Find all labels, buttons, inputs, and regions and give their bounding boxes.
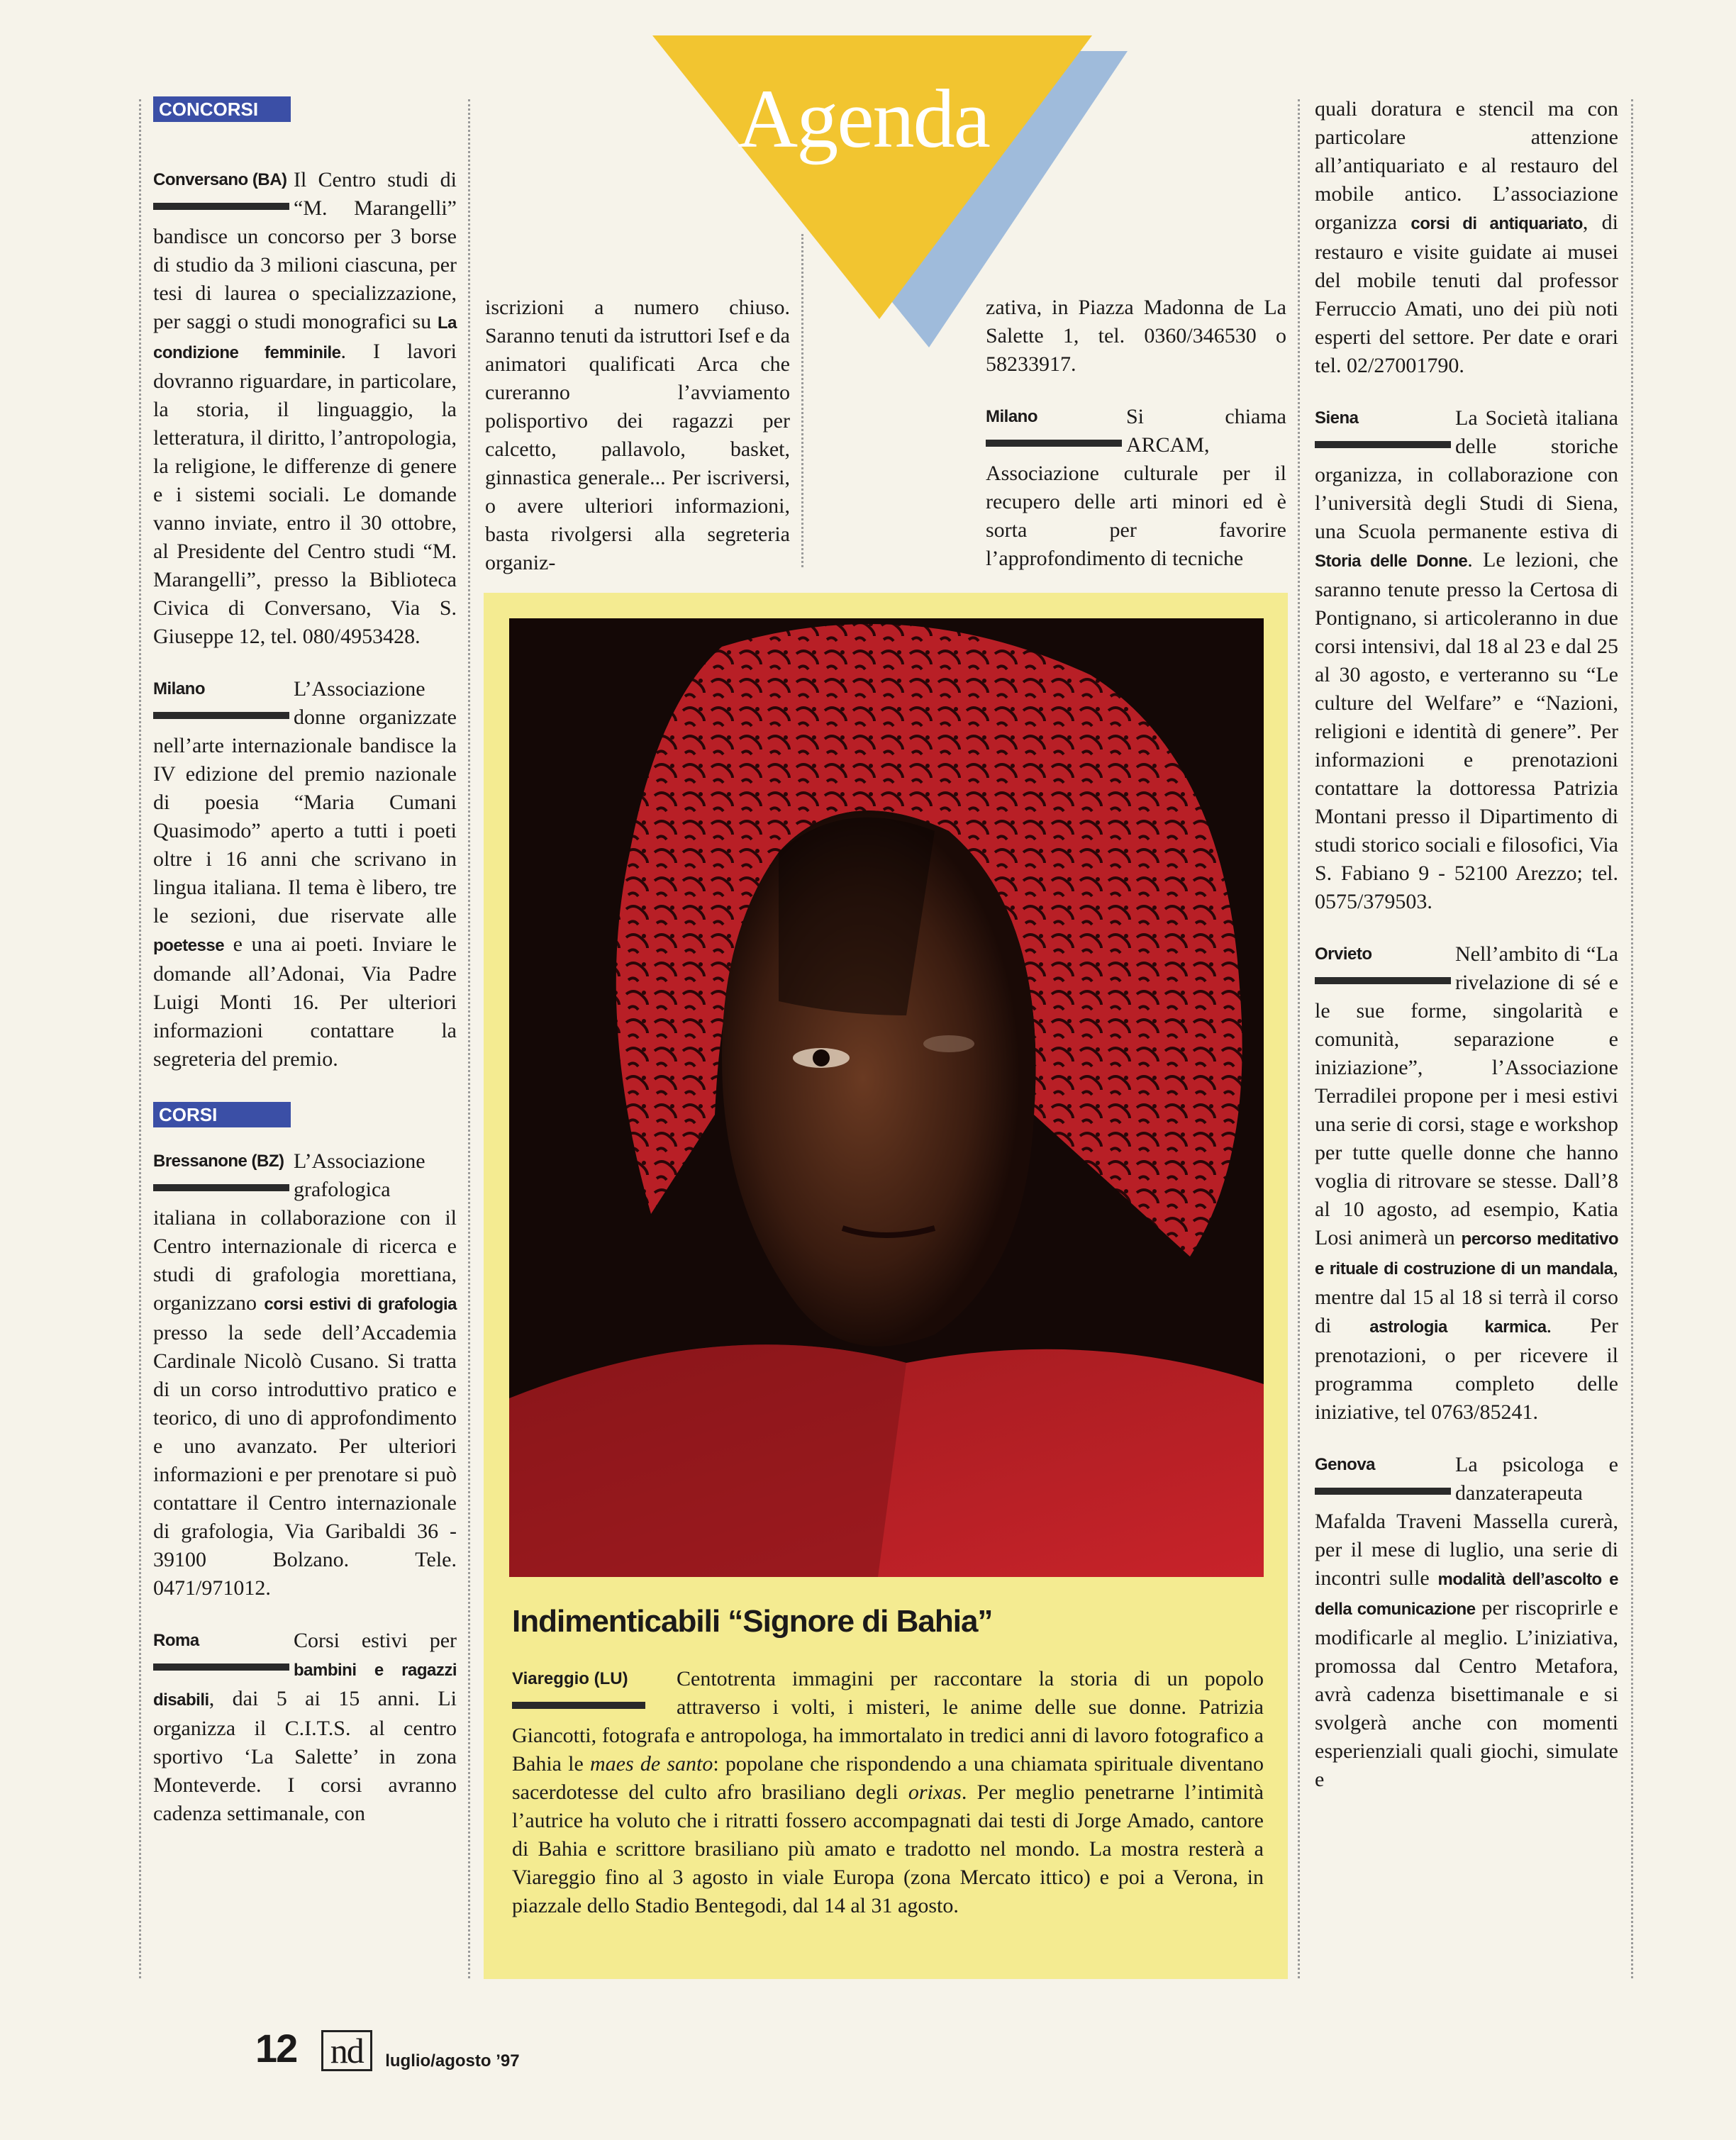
entry-orvieto: Orvieto Nell’ambito di “La rivelazione di sé e le sue forme, singolarità e comunità, separazione e iniziazione”, l’Associazione Terradilei propone per i mesi estivi una serie di corsi, stage e workshop per tutte quelle donne che hanno voglia di ritrovare se stesse. Dall’8 al 10 agosto, ad esempio, Katia Losi animerà un percorso meditativo e rituale di costruzione di un mandala, mentre dal 15 al 18 si terrà il corso di astrologia karmica. Per prenotazioni, o per ricevere il programma completo delle iniziative, tel 0763/85241. xyxy=(1315,940,1618,1427)
section-label-concorsi: CONCORSI xyxy=(153,96,291,122)
feature-title: Indimenticabili “Signore di Bahia” xyxy=(512,1604,993,1639)
page-number: 12 xyxy=(255,2026,297,2071)
column-divider xyxy=(1631,99,1633,1978)
city-label: Genova xyxy=(1315,1451,1455,1506)
column-divider xyxy=(801,234,803,567)
body-text: zativa, in Piazza Madonna de La Salette 1, tel. 0360/346530 o 58233917. xyxy=(986,296,1286,376)
city-label: Roma xyxy=(153,1627,294,1682)
magazine-logo: nd xyxy=(321,2030,372,2071)
entry-genova: Genova La psicologa e danzaterapeuta Mafalda Traveni Massella curerà, per il mese di luglio, una serie di incontri sulle modalità dell’ascolto e della comunicazione per riscoprirle e modificarle al meglio. L’iniziativa, promossa dal Centro Metafora, avrà cadenza bisettimanale e si svolgerà anche con momenti esperienziali quali giochi, simulate e xyxy=(1315,1451,1618,1794)
city-label: Orvieto xyxy=(1315,940,1455,996)
city-label: Viareggio (LU) xyxy=(512,1665,677,1720)
column-1 xyxy=(153,95,457,1828)
column-divider xyxy=(139,99,141,1978)
city-label: Bressanone (BZ) xyxy=(153,1147,294,1203)
feature-body: Viareggio (LU) Centotrenta immagini per raccontare la storia di un popolo attraverso i volti, i misteri, le anime delle sue donne. Patrizia Giancotti, fotografa e antropologa, ha immortalato in tredici anni di lavoro fotografico a Bahia le maes de santo: popolane che rispondendo a una chiamata spirituale diventano sacerdotesse del culto afro brasiliano degli orixas. Per meglio penetrarne l’intimità l’autrice ha voluto che i ritratti fossero accompagnati dai testi di Jorge Amado, cantore di Bahia e scrittore brasiliano più amato e tradotto nel mondo. La mostra resterà a Viareggio fino al 3 agosto in viale Europa (zona Mercato ittico) e poi a Verona, in piazzale dello Stadio Bentegodi, dal 14 al 31 agosto. xyxy=(512,1665,1264,1920)
page-footer xyxy=(255,2025,520,2071)
column-3 xyxy=(986,294,1286,573)
column-divider xyxy=(468,99,470,1978)
entry-roma: Roma Corsi estivi per bambini e ragazzi disabili, dai 5 ai 15 anni. Li organizza il C.I.T.S. al centro sportivo ‘La Salette’ in zona Monteverde. I corsi avranno cadenza settimanale, con xyxy=(153,1627,457,1828)
issue-date: luglio/agosto ’97 xyxy=(385,2051,520,2071)
section-label-corsi: CORSI xyxy=(153,1102,291,1127)
city-label: Milano xyxy=(153,675,294,730)
column-2 xyxy=(485,294,790,577)
entry-milano: Milano L’Associazione donne organizzate nell’arte internazionale bandisce la IV edizione del premio nazionale di poesia “Maria Cumani Quasimodo” aperto a tutti i poeti oltre i 16 anni che scrivano in lingua italiana. Il tema è libero, tre le sezioni, due riservate alle poetesse e una ai poeti. Inviare le domande all’Adonai, Via Padre Luigi Monti 16. Per ulteriori informazioni contattare la segreteria del premio. xyxy=(153,675,457,1074)
column-divider xyxy=(1298,99,1300,1978)
entry-milano-arcam: Milano Si chiama ARCAM, Associazione culturale per il recupero delle arti minori ed è sorta per favorire l’approfondimento di tecniche xyxy=(986,403,1286,573)
portrait-photo xyxy=(509,618,1264,1577)
body-text: iscrizioni a numero chiuso. Saranno tenuti da istruttori Isef e da animatori qualificati Arca che cureranno l’avviamento polisportivo dei ragazzi per calcetto, pallavolo, basket, ginnastica generale... Per iscriversi, o avere ulteriori informazioni, basta rivolgersi alla segreteria organiz- xyxy=(485,296,790,574)
city-label: Milano xyxy=(986,403,1126,458)
entry-conversano: Conversano (BA) Il Centro studi di “M. Marangelli” bandisce un concorso per 3 borse di studio da 3 milioni ciascuna, per tesi di laurea o specializzazione, per saggi o studi monografici su La condizione femminile. I lavori dovranno riguardare, in particolare, la storia, il linguaggio, la letteratura, il diritto, l’antropologia, la religione, le differenze di genere e i sistemi sociali. Le domande vanno inviate, entro il 30 ottobre, al Presidente del Centro studi “M. Marangelli”, presso la Biblioteca Civica di Conversano, Via S. Giuseppe 12, tel. 080/4953428. xyxy=(153,166,457,651)
city-label: Conversano (BA) xyxy=(153,166,294,221)
city-label: Siena xyxy=(1315,404,1455,459)
entry-bressanone: Bressanone (BZ) L’Associazione grafologica italiana in collaborazione con il Centro internazionale di ricerca e studi di grafologia morettiana, organizzano corsi estivi di grafologia presso la sede dell’Accademia Cardinale Nicolò Cusano. Si tratta di un corso introduttivo pratico e teorico, di uno di approfondimento e uno avanzato. Per ulteriori informazioni e per prenotare si può contattare il Centro internazionale di grafologia, Via Garibaldi 36 - 39100 Bolzano. Tele. 0471/971012. xyxy=(153,1147,457,1603)
column-4 xyxy=(1315,95,1618,1794)
entry-siena: Siena La Società italiana delle storiche organizza, in collaborazione con l’università degli Studi di Siena, una Scuola permanente estiva di Storia delle Donne. Le lezioni, che saranno tenute presso la Certosa di Pontignano, si articoleranno in due corsi intensivi, dal 18 al 23 e dal 25 al 30 agosto, e verteranno su “Le culture del Welfare” e “Nazioni, religioni e identità di genere”. Per informazioni e prenotazioni contattare la dottoressa Patrizia Montani presso il Dipartimento di studi storico sociali e filosofici, Via S. Fabiano 9 - 52100 Arezzo; tel. 0575/379503. xyxy=(1315,404,1618,916)
body-text: quali doratura e stencil ma con particolare attenzione all’antiquariato e al restauro del mobile antico. L’associazione organizza corsi di antiquariato, di restauro e visite guidate ai musei del mobile tenuti dal professor Ferruccio Amati, uno dei più noti esperti del settore. Per date e orari tel. 02/27001790. xyxy=(1315,97,1619,377)
page-title: Agenda xyxy=(738,72,989,165)
